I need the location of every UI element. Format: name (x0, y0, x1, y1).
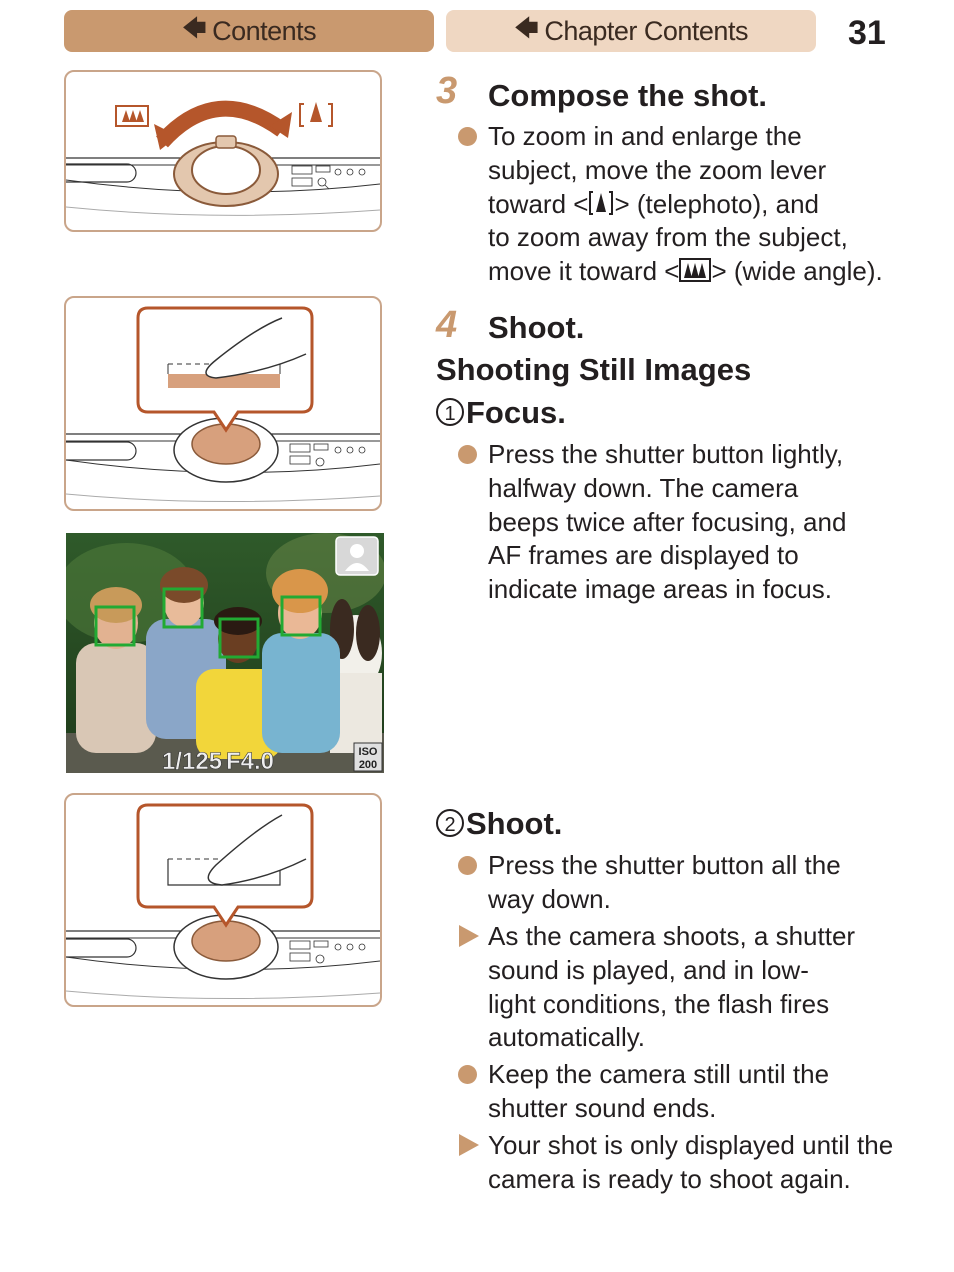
shutter-full-press-illustration (64, 793, 382, 1007)
step-4-title: Shoot. (488, 310, 585, 345)
iso-badge (354, 743, 382, 771)
aperture-readout: F4.0 (226, 748, 275, 773)
focus-text: Press the shutter button lightly, halfway down. The camera beeps twice after focusing, and AF frames are displayed to indicate image areas in focus. (488, 439, 847, 605)
shutter-half-press-illustration (64, 296, 382, 511)
result-arrow (459, 925, 479, 947)
shoot-bullet-1: Press the shutter button all the way down. (488, 850, 841, 914)
step-3-text: To zoom in and enlarge the subject, move the zoom lever toward < > (telephoto), and to zoom away from the subject, move it toward < > (wide angle). (488, 121, 883, 287)
telephoto-icon (300, 102, 332, 126)
shoot-heading: 2 Shoot. (436, 808, 562, 839)
result-arrow (459, 1134, 479, 1156)
step-3-number: 3 (436, 70, 458, 112)
step-3-title: Compose the shot. (488, 78, 768, 113)
page-number: 31 (848, 14, 886, 52)
wide-angle-icon (116, 106, 148, 126)
shoot-result-2: Your shot is only displayed until the camera is ready to shoot again. (488, 1130, 894, 1194)
focus-heading: 1 Focus. (436, 397, 566, 428)
chapter-contents-label: Chapter Contents (544, 15, 748, 46)
contents-label: Contents (212, 15, 317, 46)
bullet (458, 127, 477, 146)
contents-button[interactable] (64, 10, 434, 52)
bullet (458, 445, 477, 464)
telephoto-icon (588, 190, 614, 216)
chapter-contents-button[interactable] (446, 10, 816, 52)
bullet (458, 1065, 477, 1084)
arrow-left-icon: 🡄 (514, 14, 539, 42)
step-4-number: 4 (436, 304, 458, 346)
shooting-still-images-heading: Shooting Still Images (436, 352, 752, 387)
svg-text:ISO: ISO (358, 746, 378, 758)
shoot-bullet-2: Keep the camera still until the shutter sound ends. (488, 1059, 830, 1123)
person-icon (336, 537, 378, 575)
wide-angle-icon (679, 257, 711, 283)
svg-text:200: 200 (358, 759, 378, 771)
arrow-left-icon: 🡄 (181, 14, 207, 42)
zoom-lever-illustration (64, 70, 382, 232)
shoot-result-1: As the camera shoots, a shutter sound is played, and in low- light conditions, the flash fires automatically. (488, 921, 856, 1053)
bullet (458, 856, 477, 875)
shutter-speed-readout: 1/125 (162, 748, 223, 773)
camera-screen-photo (66, 533, 384, 773)
